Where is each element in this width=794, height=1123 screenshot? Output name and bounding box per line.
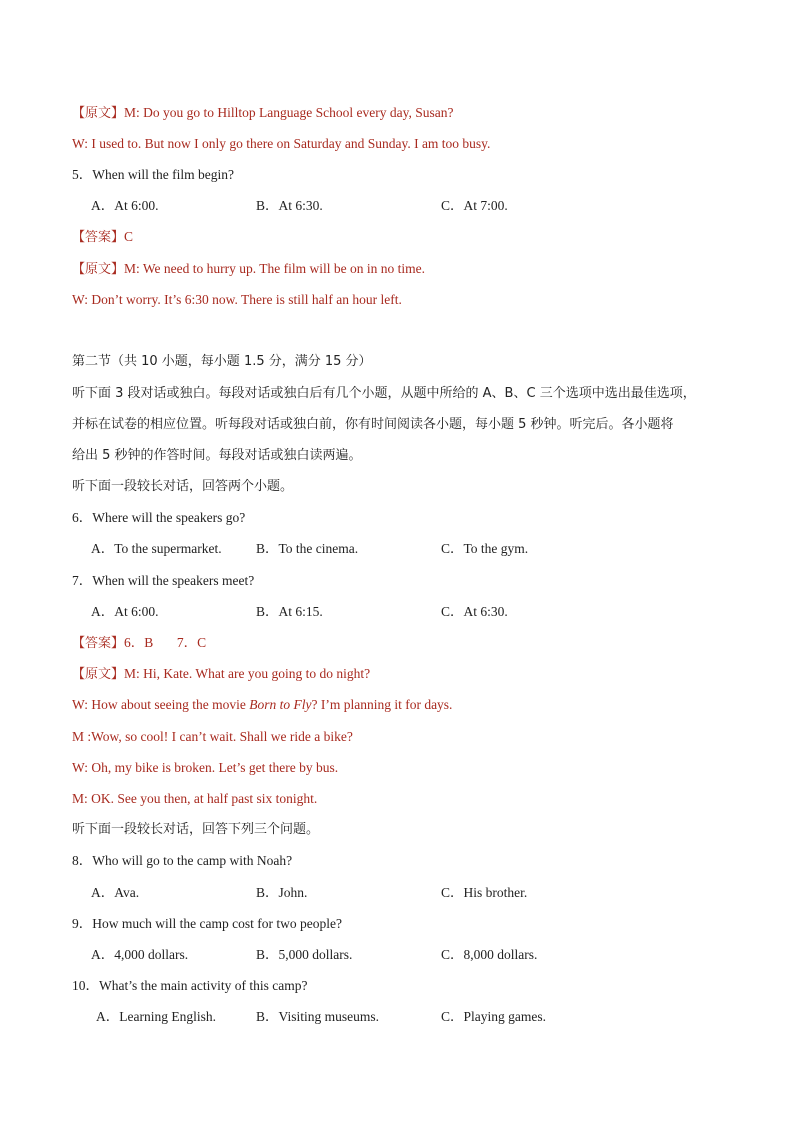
option-b: B．At 6:30. [256,198,323,213]
instructions: 并标在试卷的相应位置。听每段对话或独白前，你有时间阅读各小题，每小题 5 秒钟。听完后。各小题将 [72,417,674,432]
script-text: M: We need to hurry up. The film will be on in no time. [124,261,426,276]
option-b: B．At 6:15. [256,604,323,619]
script-line: M: OK. See you then, at half past six tonight. [72,791,318,806]
option-c: C．To the gym. [441,541,529,556]
option-b: B．To the cinema. [256,541,359,556]
question-stem: 10．What’s the main activity of this camp? [72,978,308,993]
script-text: M: Hi, Kate. What are you going to do night? [124,666,371,681]
question-stem: 6．Where will the speakers go? [72,510,246,525]
script-line: M :Wow, so cool! I can’t wait. Shall we ride a bike? [72,729,353,744]
script-label: 【原文】 [72,106,125,121]
movie-title: Born to Fly [249,697,312,712]
answer-value: C [124,229,134,244]
answer-line [72,634,724,653]
script-line [72,665,724,684]
dialog-intro: 听下面一段较长对话，回答两个小题。 [72,479,294,494]
option-a: A．4,000 dollars. [91,947,189,962]
option-b: B．Visiting museums. [256,1009,379,1024]
option-b: B．5,000 dollars. [256,947,353,962]
script-line: W: Don’t worry. It’s 6:30 now. There is still half an hour left. [72,292,402,307]
question-stem: 9．How much will the camp cost for two people? [72,916,342,931]
script-text: W: How about seeing the movie [72,697,250,712]
answer-label: 【答案】 [72,230,125,245]
dialog-intro: 听下面一段较长对话，回答下列三个问题。 [72,822,320,837]
option-a: A．Ava. [91,885,140,900]
script-text: M: Do you go to Hilltop Language School every day, Susan? [124,105,454,120]
option-c: C．His brother. [441,885,528,900]
option-b: B．John. [256,885,308,900]
option-a: A．To the supermarket. [91,541,222,556]
instructions: 给出 5 秒钟的作答时间。每段对话或独白读两遍。 [72,448,362,463]
script-label: 【原文】 [72,262,125,277]
script-text: ? I’m planning it for days. [311,697,453,712]
question-stem: 5．When will the film begin? [72,167,234,182]
question-stem: 7．When will the speakers meet? [72,573,255,588]
script-line [72,104,724,123]
instructions: 听下面 3 段对话或独白。每段对话或独白后有几个小题，从题中所给的 A、B、C 三个选项中选出最佳选项， [72,386,696,401]
script-line [72,696,724,714]
answer-label: 【答案】 [72,636,125,651]
script-line: W: I used to. But now I only go there on Saturday and Sunday. I am too busy. [72,136,491,151]
script-line [72,260,724,279]
option-c: C．At 7:00. [441,198,508,213]
option-a: A．At 6:00. [91,198,159,213]
script-line: W: Oh, my bike is broken. Let’s get there by bus. [72,760,339,775]
question-stem: 8．Who will go to the camp with Noah? [72,853,293,868]
option-c: C．Playing games. [441,1009,546,1024]
answer-line [72,228,724,247]
option-c: C．8,000 dollars. [441,947,538,962]
option-c: C．At 6:30. [441,604,508,619]
script-label: 【原文】 [72,667,125,682]
answer-value: 6．B 7．C [124,635,207,650]
option-a: A．At 6:00. [91,604,159,619]
option-a: A．Learning English. [96,1009,216,1024]
section-title: 第二节（共 10 小题，每小题 1.5 分，满分 15 分） [72,354,372,369]
